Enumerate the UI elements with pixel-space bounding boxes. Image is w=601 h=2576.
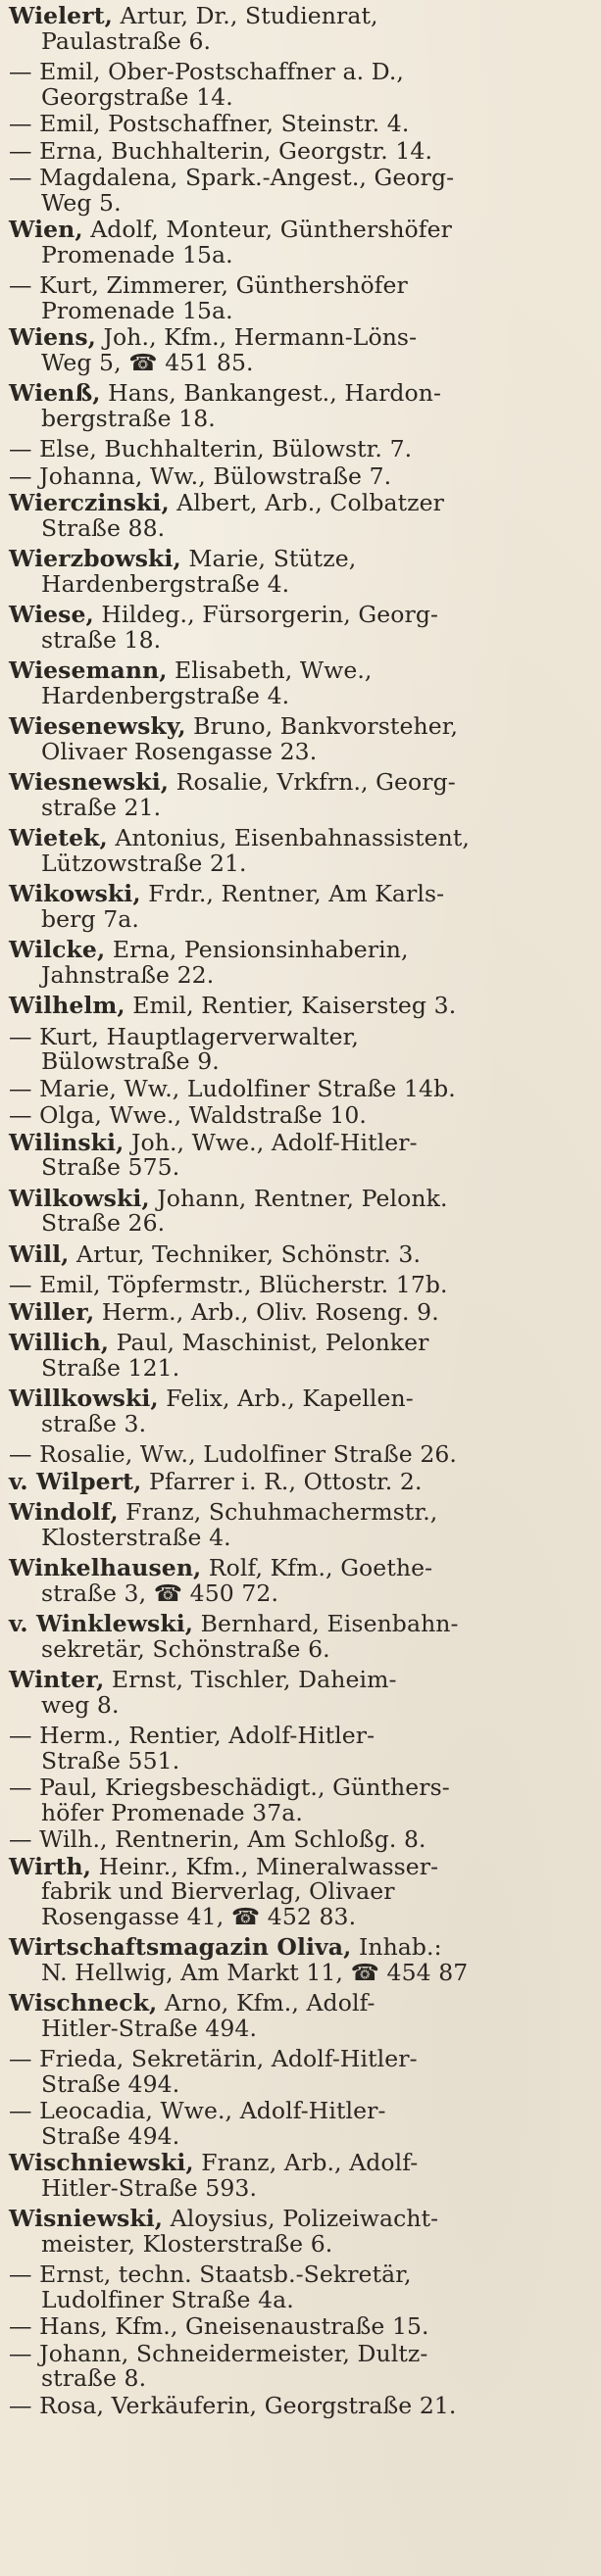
entry-line (9, 1668, 593, 1693)
entry-line (9, 658, 593, 684)
entry-line (9, 960, 593, 989)
entry-line (9, 1935, 593, 1961)
entry-surname: Wilcke, (9, 936, 106, 963)
entry-surname: Wiesnewski, (9, 768, 170, 796)
entry-surname: Wienß, (9, 379, 101, 407)
entry-line (9, 296, 593, 324)
entry-text: — Rosa, Verkäuferin, Georgstraße 21. (9, 2391, 457, 2419)
entry-surname: Wikowski, (9, 880, 141, 907)
directory-entry (9, 714, 593, 764)
entry-text: — Else, Buchhalterin, Bülowstr. 7. (9, 435, 413, 462)
directory-entry (9, 136, 593, 165)
entry-text: — Wilh., Rentnerin, Am Schloßg. 8. (9, 1825, 426, 1853)
directory-entry (9, 2151, 593, 2201)
entry-line (9, 381, 593, 407)
entry-line (9, 1798, 593, 1826)
directory-entry (9, 112, 593, 137)
entry-text: — Olga, Wwe., Waldstraße 10. (9, 1101, 368, 1129)
directory-entry (9, 1074, 593, 1102)
entry-text: Hardenbergstraße 4. (41, 681, 290, 709)
entry-text: — Johanna, Ww., Bülowstraße 7. (9, 462, 392, 490)
entry-line (9, 2047, 593, 2072)
entry-line (9, 4, 593, 29)
entry-line (9, 793, 593, 821)
entry-text: — Frieda, Sekretärin, Adolf-Hitler- (9, 2045, 418, 2072)
entry-text: Straße 494. (41, 2121, 180, 2150)
entry-text: straße 18. (41, 625, 162, 654)
directory-entry (9, 2314, 593, 2340)
entry-line (9, 603, 593, 628)
entry-surname: Wiese, (9, 601, 94, 628)
entry-text: Bruno, Bankvorsteher, (185, 712, 459, 740)
entry-line (9, 1958, 593, 1986)
entry-text: Bülowstraße 9. (41, 1047, 220, 1075)
directory-entry (9, 4, 593, 54)
entry-line (9, 1409, 593, 1437)
entry-line (9, 547, 593, 572)
entry-text: Hitler-Straße 593. (41, 2173, 258, 2202)
entry-text: — Erna, Buchhalterin, Georgstr. 14. (9, 136, 433, 165)
entry-surname: Wilinski, (9, 1128, 125, 1156)
entry-text: Straße 121. (41, 1353, 180, 1382)
entry-text: — Leocadia, Wwe., Adolf-Hitler- (9, 2097, 386, 2124)
entry-text: Inhab.: (351, 1933, 442, 1961)
directory-entry (9, 464, 593, 490)
entry-surname: Wirtschaftsmagazin Oliva, (9, 1933, 352, 1961)
entry-text: Artur, Techniker, Schönstr. 3. (69, 1239, 422, 1268)
entry-line (9, 464, 593, 490)
entry-line (9, 882, 593, 907)
entry-line (9, 826, 593, 851)
entry-line (9, 2285, 593, 2313)
entry-text: — Ernst, techn. Staatsb.-Sekretär, (9, 2260, 412, 2288)
entry-text: Pfarrer i. R., Ottostr. 2. (141, 1467, 423, 1495)
entry-text: Felix, Arb., Kapellen- (158, 1385, 414, 1412)
entry-surname: Willkowski, (9, 1385, 159, 1412)
entry-line (9, 1022, 593, 1050)
entry-line (9, 2014, 593, 2042)
directory-entry (9, 2339, 593, 2392)
entry-text: Hardenbergstraße 4. (41, 569, 290, 598)
directory-entry (9, 770, 593, 820)
directory-entry (9, 1852, 593, 1930)
directory-entry (9, 1467, 593, 1495)
entry-text: fabrik und Bierverlag, Olivaer (41, 1877, 395, 1905)
entry-line (9, 1634, 593, 1663)
entry-line (9, 1049, 593, 1075)
entry-text: Heinr., Kfm., Mineralwasser- (91, 1852, 439, 1880)
entry-surname: Willer, (9, 1297, 95, 1326)
entry-text: Hitler-Straße 494. (41, 2014, 258, 2042)
entry-line (9, 1991, 593, 2017)
entry-text: bergstraße 18. (41, 404, 216, 432)
entry-surname: Willich, (9, 1329, 110, 1356)
entry-line (9, 2229, 593, 2258)
entry-line (9, 938, 593, 963)
entry-text: Promenade 15a. (41, 240, 233, 268)
entry-surname: Wien, (9, 216, 83, 243)
entry-text: Albert, Arb., Colbatzer (169, 489, 444, 516)
entry-line (9, 1128, 593, 1156)
entry-text: meister, Klosterstraße 6. (41, 2229, 333, 2258)
entry-text: Jahnstraße 22. (41, 960, 215, 989)
entry-line (9, 513, 593, 542)
entry-line (9, 1690, 593, 1719)
entry-text: Klosterstraße 4. (41, 1523, 231, 1551)
entry-text: — Kurt, Hauptlagerverwalter, (9, 1022, 359, 1050)
entry-line (9, 770, 593, 796)
entry-line (9, 904, 593, 933)
entry-text: — Hans, Kfm., Gneisenaustraße 15. (9, 2312, 429, 2340)
entry-text: Aloysius, Polizeiwacht- (163, 2205, 439, 2232)
entry-text: Bernhard, Eisenbahn- (193, 1610, 459, 1637)
directory-entry (9, 2207, 593, 2257)
entry-text: straße 8. (41, 2364, 147, 2392)
directory-entry (9, 1775, 593, 1825)
directory-entry (9, 491, 593, 541)
entry-line (9, 218, 593, 243)
entry-text: Promenade 15a. (41, 296, 233, 324)
entry-line (9, 2207, 593, 2232)
directory-entry (9, 547, 593, 597)
entry-text: Weg 5. (41, 188, 122, 217)
entry-line (9, 2366, 593, 2392)
entry-line (9, 437, 593, 462)
directory-entry (9, 2262, 593, 2312)
directory-entry (9, 437, 593, 462)
entry-surname: Wilhelm, (9, 992, 125, 1019)
entry-text: Franz, Schuhmachermstr., (118, 1498, 438, 1526)
entry-line (9, 681, 593, 709)
entry-line (9, 404, 593, 432)
entry-text: — Rosalie, Ww., Ludolfiner Straße 26. (9, 1440, 457, 1468)
entry-surname: Wirth, (9, 1852, 92, 1880)
entry-line (9, 325, 593, 351)
entry-text: — Emil, Töpfermstr., Blücherstr. 17b. (9, 1271, 448, 1298)
entry-line (9, 26, 593, 55)
entry-line (9, 714, 593, 740)
directory-entry (9, 1724, 593, 1774)
entry-text: Frdr., Rentner, Am Karls- (140, 880, 445, 907)
entry-text: Straße 575. (41, 1153, 180, 1181)
entry-line (9, 1155, 593, 1181)
directory-entry (9, 826, 593, 876)
entry-text: höfer Promenade 37a. (41, 1798, 303, 1826)
entry-text: Olivaer Rosengasse 23. (41, 737, 318, 765)
entry-line (9, 2262, 593, 2288)
entry-line (9, 2314, 593, 2340)
entry-line (9, 2069, 593, 2098)
entry-line (9, 1775, 593, 1801)
entry-line (9, 625, 593, 654)
entry-line (9, 1211, 593, 1237)
entry-surname: Wilkowski, (9, 1184, 150, 1212)
directory-entry (9, 218, 593, 267)
entry-line (9, 82, 593, 111)
entry-line (9, 2121, 593, 2150)
directory-entry (9, 1297, 593, 1326)
entry-line (9, 2151, 593, 2176)
entry-line (9, 136, 593, 165)
directory-entry (9, 1500, 593, 1550)
directory-entry (9, 1103, 593, 1129)
entry-text: Straße 551. (41, 1746, 180, 1774)
directory-entry (9, 1556, 593, 1606)
entry-text: sekretär, Schönstraße 6. (41, 1634, 330, 1663)
directory-entry (9, 938, 593, 988)
entry-text: Hans, Bankangest., Hardon- (100, 379, 442, 407)
entry-text: Hildeg., Fürsorgerin, Georg- (93, 601, 439, 628)
directory-entry (9, 60, 593, 110)
entry-line (9, 994, 593, 1019)
entry-line (9, 166, 593, 191)
entry-text: Ernst, Tischler, Daheim- (104, 1666, 397, 1693)
entry-line (9, 188, 593, 217)
entry-text: Elisabeth, Wwe., (167, 656, 373, 684)
directory-entry (9, 1668, 593, 1718)
entry-text: — Herm., Rentier, Adolf-Hitler- (9, 1722, 376, 1749)
entry-surname: v. Wilpert, (9, 1467, 142, 1495)
entry-text: Adolf, Monteur, Günthershöfer (82, 216, 452, 243)
entry-text: — Emil, Ober-Postschaffner a. D., (9, 58, 404, 85)
entry-line (9, 1331, 593, 1356)
entry-text: Marie, Stütze, (180, 545, 357, 572)
directory-entry (9, 994, 593, 1019)
entry-surname: Wisniewski, (9, 2205, 164, 2232)
entry-line (9, 569, 593, 598)
directory-entry (9, 325, 593, 375)
entry-surname: Will, (9, 1239, 70, 1268)
entry-text: — Johann, Schneidermeister, Dultz- (9, 2339, 428, 2367)
entry-text: straße 21. (41, 793, 162, 821)
entry-line (9, 273, 593, 299)
directory-entry (9, 1239, 593, 1268)
entry-text: straße 3. (41, 1409, 147, 1437)
entry-text: Paul, Maschinist, Pelonker (109, 1329, 429, 1356)
entry-line (9, 737, 593, 765)
entry-text: weg 8. (41, 1690, 120, 1719)
entry-text: Joh., Wwe., Adolf-Hitler- (124, 1128, 418, 1156)
entry-surname: Winter, (9, 1666, 105, 1693)
directory-entry (9, 1184, 593, 1237)
entry-surname: Wierzbowski, (9, 545, 181, 572)
entry-line (9, 1442, 593, 1468)
directory-entry (9, 1612, 593, 1662)
entry-text: N. Hellwig, Am Markt 11, ☎ 454 87 (41, 1958, 469, 1986)
entry-text: Paulastraße 6. (41, 26, 212, 55)
entry-line (9, 1902, 593, 1930)
entry-line (9, 2099, 593, 2124)
entry-text: — Marie, Ww., Ludolfiner Straße 14b. (9, 1074, 456, 1102)
entry-surname: Wischneck, (9, 1989, 158, 2017)
directory-entry (9, 1442, 593, 1468)
entry-text: Georgstraße 14. (41, 82, 233, 111)
entry-text: Straße 26. (41, 1209, 166, 1237)
entry-surname: v. Winklewski, (9, 1610, 194, 1637)
entry-text: Joh., Kfm., Hermann-Löns- (95, 323, 418, 351)
entry-line (9, 2173, 593, 2202)
entry-line (9, 1746, 593, 1774)
entry-surname: Wierczinski, (9, 489, 170, 516)
entry-line (9, 1879, 593, 1905)
entry-text: berg 7a. (41, 904, 139, 933)
entry-surname: Wietek, (9, 824, 108, 851)
entry-text: Rolf, Kfm., Goethe- (201, 1554, 433, 1581)
entry-line (9, 851, 593, 877)
entry-surname: Wiesemann, (9, 656, 168, 684)
entry-text: Franz, Arb., Adolf- (193, 2149, 419, 2176)
directory-entry (9, 2391, 593, 2419)
entry-text: Antonius, Eisenbahnassistent, (107, 824, 470, 851)
entry-line (9, 1386, 593, 1412)
directory-entry (9, 1022, 593, 1075)
entry-surname: Windolf, (9, 1498, 119, 1526)
entry-text: Erna, Pensionsinhaberin, (105, 936, 409, 963)
entry-text: Rosengasse 41, ☎ 452 83. (41, 1902, 357, 1930)
entry-text: Ludolfiner Straße 4a. (41, 2285, 294, 2313)
directory-entry (9, 381, 593, 431)
entry-line (9, 491, 593, 516)
directory-entry (9, 1991, 593, 2041)
entry-text: Emil, Rentier, Kaisersteg 3. (125, 992, 457, 1019)
entry-line (9, 1556, 593, 1581)
directory-entry (9, 1827, 593, 1853)
entry-text: Weg 5, ☎ 451 85. (41, 348, 254, 376)
entry-line (9, 1353, 593, 1382)
entry-text: Herm., Arb., Oliv. Roseng. 9. (94, 1297, 439, 1326)
entry-line (9, 112, 593, 137)
directory-entry (9, 1386, 593, 1436)
entry-line (9, 1724, 593, 1749)
entry-line (9, 1581, 593, 1607)
entry-line (9, 1103, 593, 1129)
entry-line (9, 1297, 593, 1326)
directory-entry (9, 1128, 593, 1181)
entry-text: — Kurt, Zimmerer, Günthershöfer (9, 271, 408, 299)
entry-line (9, 1239, 593, 1268)
directory-entry (9, 1273, 593, 1298)
entry-line (9, 1612, 593, 1637)
entry-text: Straße 88. (41, 513, 166, 542)
directory-entry (9, 273, 593, 323)
entry-line (9, 2391, 593, 2419)
entry-text: Lützowstraße 21. (41, 849, 247, 877)
entry-surname: Wiesenewsky, (9, 712, 186, 740)
entry-surname: Wischniewski, (9, 2149, 194, 2176)
directory-entry (9, 882, 593, 932)
directory-entry (9, 166, 593, 216)
entry-text: — Paul, Kriegsbeschädigt., Günthers- (9, 1774, 450, 1801)
entry-line (9, 1074, 593, 1102)
directory-entry (9, 2099, 593, 2149)
directory-entry (9, 603, 593, 653)
entry-text: Arno, Kfm., Adolf- (157, 1989, 376, 2017)
entry-line (9, 348, 593, 376)
entry-line (9, 1184, 593, 1212)
directory-entry (9, 658, 593, 708)
entry-line (9, 60, 593, 85)
entry-surname: Wiens, (9, 323, 96, 351)
entry-line (9, 1523, 593, 1551)
directory-entry (9, 2047, 593, 2097)
entry-text: Straße 494. (41, 2069, 180, 2098)
entry-text: Johann, Rentner, Pelonk. (149, 1184, 448, 1212)
directory-entry (9, 1331, 593, 1381)
entry-text: Artur, Dr., Studienrat, (112, 2, 378, 29)
entry-surname: Wielert, (9, 2, 113, 29)
entry-line (9, 2339, 593, 2367)
entry-text: — Magdalena, Spark.-Angest., Georg- (9, 164, 455, 191)
entry-surname: Winkelhausen, (9, 1554, 202, 1581)
entry-line (9, 1467, 593, 1495)
entry-line (9, 1500, 593, 1526)
directory-entry (9, 1935, 593, 1985)
entry-text: straße 3, ☎ 450 72. (41, 1579, 279, 1607)
entry-line (9, 240, 593, 268)
entry-line (9, 1273, 593, 1298)
entry-line (9, 1852, 593, 1880)
entry-line (9, 1827, 593, 1853)
entry-text: Rosalie, Vrkfrn., Georg- (169, 768, 456, 796)
entry-text: — Emil, Postschaffner, Steinstr. 4. (9, 110, 410, 137)
